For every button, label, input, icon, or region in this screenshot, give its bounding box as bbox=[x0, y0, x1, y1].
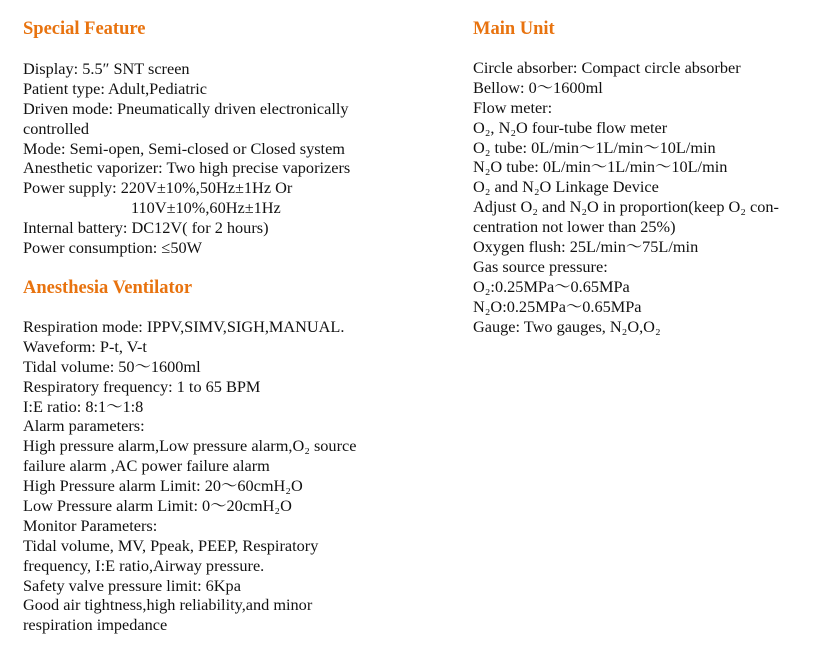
vent-ie-ratio: I:E ratio: 8:1～1:8 bbox=[23, 396, 144, 416]
spec-vaporizer: Anesthetic vaporizer: Two high precise vaporizers bbox=[23, 158, 351, 178]
unit-linkage-device: O₂ and N₂O Linkage Device bbox=[473, 177, 659, 197]
vent-waveform: Waveform: P-t, V-t bbox=[23, 336, 147, 356]
unit-oxygen-flush: Oxygen flush: 25L/min～75L/min bbox=[473, 237, 699, 257]
main-unit-list bbox=[473, 58, 818, 336]
vent-alarm-list-cont: failure alarm ,AC power failure alarm bbox=[23, 456, 270, 476]
anesthesia-ventilator-heading: Anesthesia Ventilator bbox=[23, 278, 193, 298]
spec-driven-mode: Driven mode: Pneumatically driven electronically bbox=[23, 98, 349, 118]
vent-safety-valve: Safety valve pressure limit: 6Kpa bbox=[23, 575, 241, 595]
vent-monitor-list-cont: frequency, I:E ratio,Airway pressure. bbox=[23, 555, 265, 575]
unit-flow-meter: Flow meter: bbox=[473, 97, 553, 117]
spec-power-supply-cont: 110V±10%,60Hz±1Hz bbox=[131, 198, 281, 218]
vent-low-pressure-limit: Low Pressure alarm Limit: 0～20cmH₂O bbox=[23, 496, 292, 516]
vent-tidal-volume: Tidal volume: 50～1600ml bbox=[23, 356, 201, 376]
unit-gas-source-pressure: Gas source pressure: bbox=[473, 256, 608, 276]
special-feature-list bbox=[23, 59, 418, 258]
vent-high-pressure-limit: High Pressure alarm Limit: 20～60cmH₂O bbox=[23, 476, 303, 496]
unit-circle-absorber: Circle absorber: Compact circle absorber bbox=[473, 58, 741, 77]
unit-adjust-proportion-cont: centration not lower than 25%) bbox=[473, 217, 676, 237]
anesthesia-ventilator-list bbox=[23, 317, 418, 635]
unit-four-tube: O₂, N₂O four-tube flow meter bbox=[473, 117, 668, 137]
vent-air-tightness-cont: respiration impedance bbox=[23, 615, 168, 635]
spec-battery: Internal battery: DC12V( for 2 hours) bbox=[23, 218, 269, 238]
vent-air-tightness: Good air tightness,high reliability,and minor bbox=[23, 595, 313, 615]
spec-power-consumption: Power consumption: ≤50W bbox=[23, 238, 202, 258]
spec-patient-type: Patient type: Adult,Pediatric bbox=[23, 78, 208, 98]
vent-alarm-parameters: Alarm parameters: bbox=[23, 416, 145, 436]
unit-gauge: Gauge: Two gauges, N₂O,O₂ bbox=[473, 316, 661, 336]
vent-alarm-list: High pressure alarm,Low pressure alarm,O₂ source bbox=[23, 436, 357, 456]
vent-monitor-parameters: Monitor Parameters: bbox=[23, 515, 158, 535]
spec-power-supply: Power supply: 220V±10%,50Hz±1Hz Or bbox=[23, 178, 293, 198]
unit-n2o-tube: N₂O tube: 0L/min～1L/min～10L/min bbox=[473, 157, 728, 177]
unit-adjust-proportion: Adjust O₂ and N₂O in proportion(keep O₂ con- bbox=[473, 197, 779, 217]
unit-bellow: Bellow: 0～1600ml bbox=[473, 77, 603, 97]
vent-respiration-mode: Respiration mode: IPPV,SIMV,SIGH,MANUAL. bbox=[23, 317, 345, 336]
unit-n2o-pressure: N₂O:0.25MPa～0.65MPa bbox=[473, 296, 642, 316]
vent-monitor-list: Tidal volume, MV, Ppeak, PEEP, Respiratory bbox=[23, 535, 319, 555]
spec-driven-mode-cont: controlled bbox=[23, 118, 90, 138]
spec-mode: Mode: Semi-open, Semi-closed or Closed system bbox=[23, 138, 345, 158]
unit-o2-tube: O₂ tube: 0L/min～1L/min～10L/min bbox=[473, 137, 716, 157]
unit-o2-pressure: O₂:0.25MPa～0.65MPa bbox=[473, 276, 630, 296]
special-feature-heading: Special Feature bbox=[23, 19, 146, 39]
main-unit-heading: Main Unit bbox=[473, 19, 555, 39]
vent-respiratory-frequency: Respiratory frequency: 1 to 65 BPM bbox=[23, 376, 261, 396]
spec-display: Display: 5.5″ SNT screen bbox=[23, 59, 190, 78]
